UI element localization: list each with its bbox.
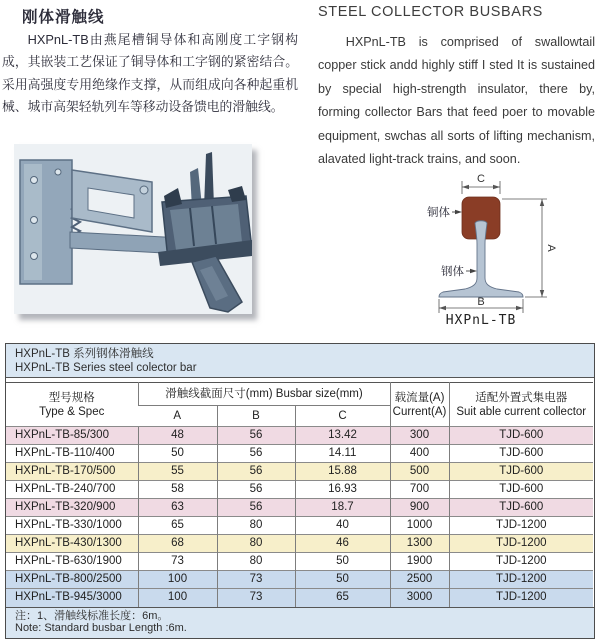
cell-model: HXPnL-TB-320/900 bbox=[6, 499, 138, 517]
steel-body-label: 钢体 bbox=[441, 266, 464, 278]
cell-current: 2500 bbox=[390, 571, 449, 589]
cell-model: HXPnL-TB-800/2500 bbox=[6, 571, 138, 589]
cell-c: 50 bbox=[295, 553, 390, 571]
arrowhead-icon bbox=[493, 185, 500, 189]
cell-b: 56 bbox=[217, 445, 295, 463]
header-collector bbox=[449, 383, 593, 427]
table-row bbox=[6, 535, 593, 553]
chinese-section-title: 刚体滑触线 bbox=[22, 9, 105, 26]
cell-current: 500 bbox=[390, 463, 449, 481]
cell-collector: TJD-1200 bbox=[449, 553, 593, 571]
table-row bbox=[6, 481, 593, 499]
header-collector-en: Suit able current collector bbox=[456, 405, 587, 418]
collector-trolley-photo bbox=[14, 144, 252, 314]
spec-table-container bbox=[5, 343, 595, 639]
arrowhead-icon bbox=[540, 199, 544, 206]
table-title-zh: HXPnL-TB 系列钢体滑触线 bbox=[15, 348, 154, 360]
cell-collector: TJD-1200 bbox=[449, 535, 593, 553]
arrowhead-icon bbox=[516, 306, 523, 310]
note-zh: 注：1、滑触线标准长度：6m。 bbox=[15, 609, 169, 622]
table-note-band bbox=[6, 607, 594, 638]
cell-a: 50 bbox=[138, 445, 217, 463]
table-title-band bbox=[6, 344, 594, 378]
cell-b: 56 bbox=[217, 499, 295, 517]
arrowhead-icon bbox=[462, 185, 469, 189]
cell-a: 48 bbox=[138, 427, 217, 445]
header-type-spec bbox=[6, 383, 138, 427]
cell-a: 73 bbox=[138, 553, 217, 571]
table-row bbox=[6, 445, 593, 463]
busbar-cross-section-diagram bbox=[393, 160, 600, 332]
cell-current: 700 bbox=[390, 481, 449, 499]
cell-collector: TJD-600 bbox=[449, 499, 593, 517]
cell-c: 14.11 bbox=[295, 445, 390, 463]
cell-model: HXPnL-TB-630/1900 bbox=[6, 553, 138, 571]
photo-illustration bbox=[14, 144, 252, 314]
cell-model: HXPnL-TB-170/500 bbox=[6, 463, 138, 481]
cell-c: 46 bbox=[295, 535, 390, 553]
english-section-title: STEEL COLLECTOR BUSBARS bbox=[318, 4, 543, 20]
cross-section-drawing bbox=[393, 160, 600, 332]
header-type-en: Type & Spec bbox=[39, 405, 105, 418]
header-busbar-size-group: 滑触线截面尺寸(mm) Busbar size(mm) bbox=[138, 383, 390, 406]
arrowhead-icon bbox=[540, 290, 544, 297]
cell-b: 80 bbox=[217, 535, 295, 553]
cell-a: 58 bbox=[138, 481, 217, 499]
table-row bbox=[6, 499, 593, 517]
cell-current: 300 bbox=[390, 427, 449, 445]
cell-a: 55 bbox=[138, 463, 217, 481]
cell-c: 18.7 bbox=[295, 499, 390, 517]
cell-model: HXPnL-TB-110/400 bbox=[6, 445, 138, 463]
arrowhead-icon bbox=[455, 210, 462, 214]
table-row bbox=[6, 553, 593, 571]
cell-a: 63 bbox=[138, 499, 217, 517]
cell-current: 400 bbox=[390, 445, 449, 463]
cell-c: 65 bbox=[295, 589, 390, 607]
cell-b: 56 bbox=[217, 463, 295, 481]
table-title-en: HXPnL-TB Series steel colector bar bbox=[15, 362, 197, 374]
cell-current: 1000 bbox=[390, 517, 449, 535]
cell-collector: TJD-600 bbox=[449, 427, 593, 445]
table-row bbox=[6, 589, 593, 607]
cell-current: 3000 bbox=[390, 589, 449, 607]
cell-c: 15.88 bbox=[295, 463, 390, 481]
cell-b: 80 bbox=[217, 517, 295, 535]
cell-b: 56 bbox=[217, 481, 295, 499]
cell-collector: TJD-600 bbox=[449, 463, 593, 481]
cell-model: HXPnL-TB-945/3000 bbox=[6, 589, 138, 607]
spec-table bbox=[6, 382, 593, 607]
cell-current: 900 bbox=[390, 499, 449, 517]
table-row bbox=[6, 427, 593, 445]
copper-body-label: 铜体 bbox=[427, 207, 450, 219]
dim-label-b: B bbox=[477, 296, 485, 308]
header-current-en: Current(A) bbox=[392, 405, 447, 418]
header-sub-a: A bbox=[138, 406, 217, 427]
cell-b: 80 bbox=[217, 553, 295, 571]
header-sub-c: C bbox=[295, 406, 390, 427]
arrowhead-icon bbox=[470, 269, 477, 273]
cell-model: HXPnL-TB-330/1000 bbox=[6, 517, 138, 535]
header-sub-b: B bbox=[217, 406, 295, 427]
cell-a: 65 bbox=[138, 517, 217, 535]
cell-model: HXPnL-TB-430/1300 bbox=[6, 535, 138, 553]
cell-c: 50 bbox=[295, 571, 390, 589]
note-en: Note: Standard busbar Length :6m. bbox=[15, 622, 187, 634]
cell-a: 68 bbox=[138, 535, 217, 553]
header-type-zh: 型号规格 bbox=[48, 391, 95, 404]
cell-collector: TJD-1200 bbox=[449, 571, 593, 589]
cell-b: 73 bbox=[217, 589, 295, 607]
table-header bbox=[6, 383, 593, 427]
cell-b: 73 bbox=[217, 571, 295, 589]
cell-collector: TJD-600 bbox=[449, 481, 593, 499]
cell-a: 100 bbox=[138, 571, 217, 589]
cell-collector: TJD-1200 bbox=[449, 517, 593, 535]
chinese-description-paragraph: HXPnL-TB由燕尾槽铜导体和高刚度工字钢构成，其嵌装工艺保证了铜导体和工字钢的紧密结合。采用高强度专用绝缘作支撑，从而组成向各种起重机械、城市高架轻轨列车等移动设备馈电的滑触线。 bbox=[2, 32, 298, 114]
cell-current: 1900 bbox=[390, 553, 449, 571]
arrowhead-icon bbox=[439, 306, 446, 310]
cell-c: 40 bbox=[295, 517, 390, 535]
table-row bbox=[6, 517, 593, 535]
cell-a: 100 bbox=[138, 589, 217, 607]
cell-model: HXPnL-TB-240/700 bbox=[6, 481, 138, 499]
diagram-caption: HXPnL-TB bbox=[445, 313, 517, 328]
cell-c: 13.42 bbox=[295, 427, 390, 445]
table-body bbox=[6, 427, 593, 607]
cell-current: 1300 bbox=[390, 535, 449, 553]
table-row bbox=[6, 571, 593, 589]
cell-collector: TJD-600 bbox=[449, 445, 593, 463]
cell-b: 56 bbox=[217, 427, 295, 445]
dim-label-a: A bbox=[545, 244, 557, 252]
header-current bbox=[390, 383, 449, 427]
steel-body-shape bbox=[439, 221, 523, 297]
header-current-zh: 载流量(A) bbox=[394, 391, 445, 404]
cell-c: 16.93 bbox=[295, 481, 390, 499]
table-row bbox=[6, 463, 593, 481]
header-collector-zh: 适配外置式集电器 bbox=[475, 391, 568, 404]
english-description-paragraph: HXPnL-TB is comprised of swallowtail copper stick andd highly stiff I sted It is sustained by special high-strength insulator, there by, forming collector Bars that feed poer to movable equipment, swchas all sorts of lifting mechanism, alavated light-track trains, and soon. bbox=[318, 35, 595, 167]
cell-model: HXPnL-TB-85/300 bbox=[6, 427, 138, 445]
dim-label-c: C bbox=[477, 173, 485, 185]
cell-collector: TJD-1200 bbox=[449, 589, 593, 607]
